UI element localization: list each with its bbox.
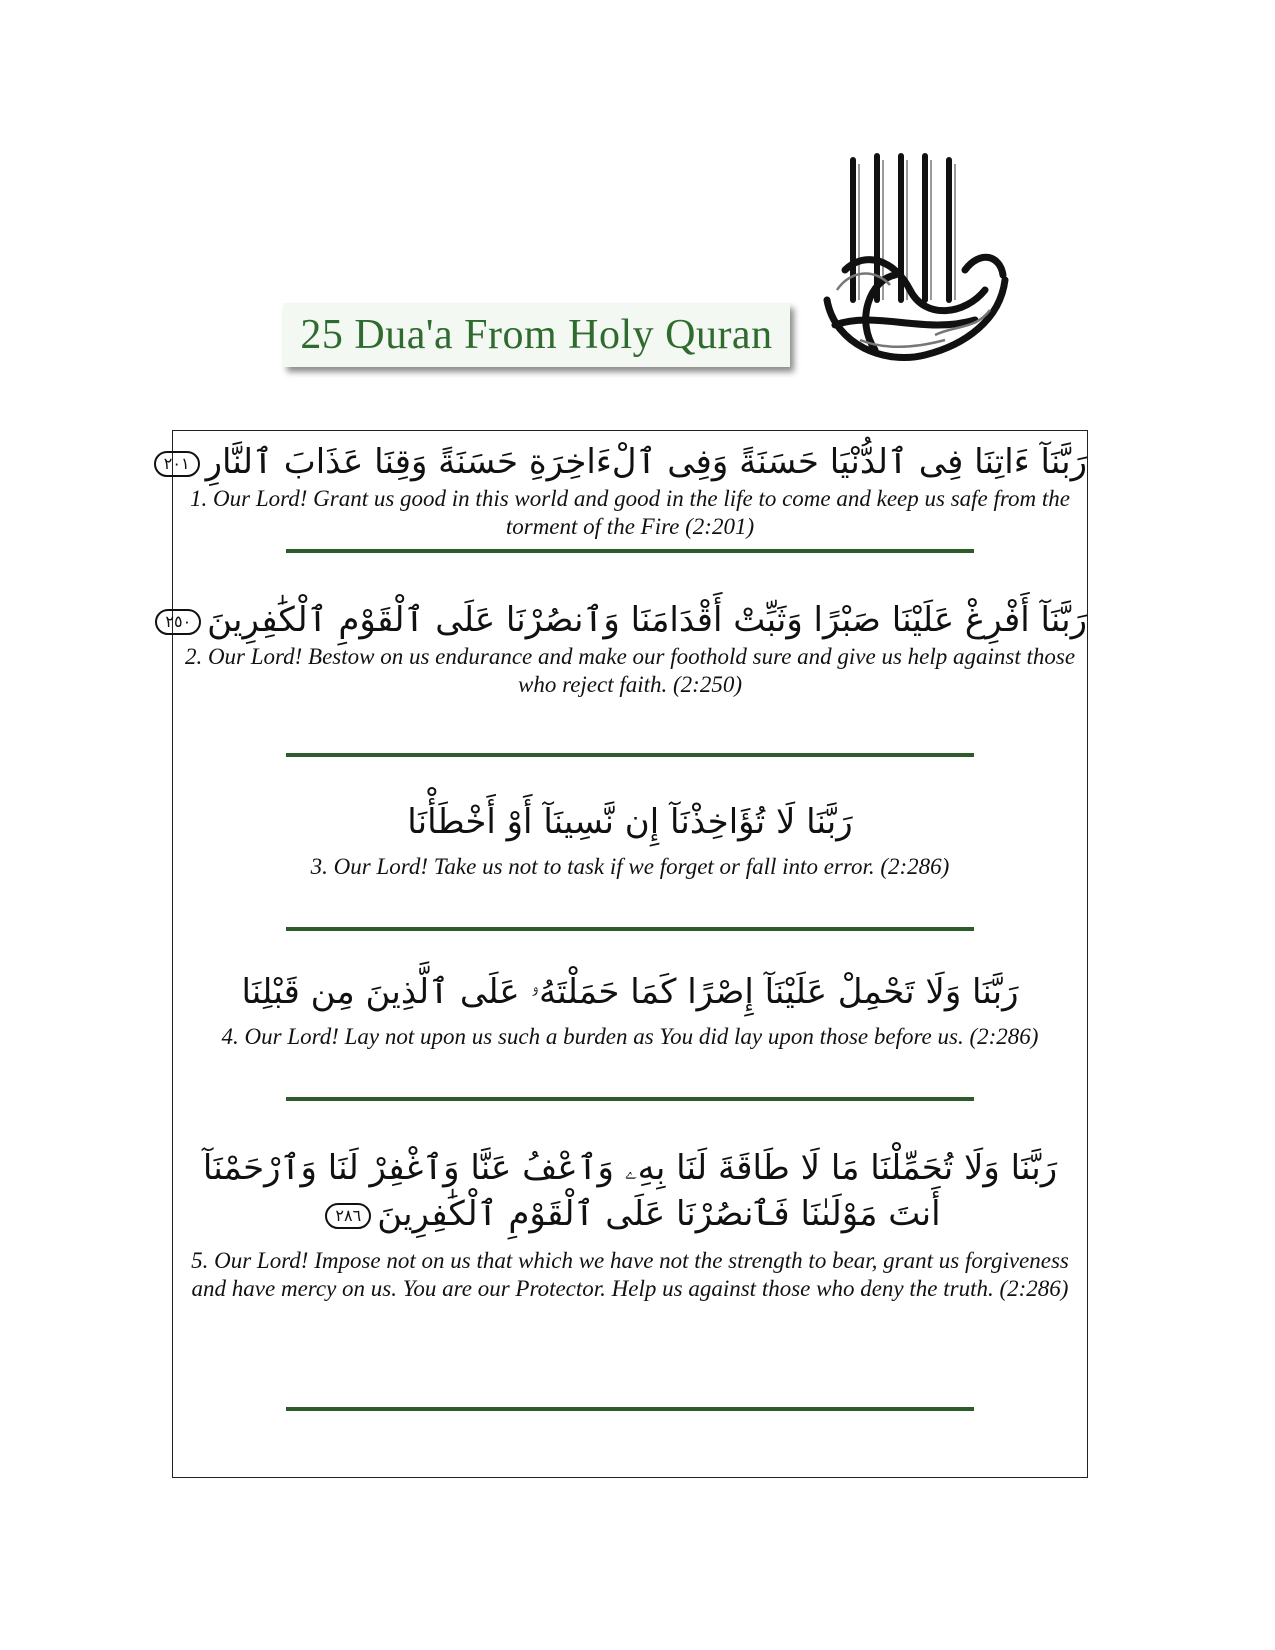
- arabic-verse: رَبَّنَا وَلَا تَحْمِلْ عَلَيْنَآ إِصْرًا كَمَا حَمَلْتَهُۥ عَلَى ٱلَّذِينَ مِن قَبْلِنَا: [241, 972, 1019, 1012]
- translation-text: 1. Our Lord! Grant us good in this world and good in the life to come and keep us safe from the torment of the Fire (2:201): [190, 486, 1070, 539]
- page-header: [0, 0, 1275, 400]
- translation-text: 3. Our Lord! Take us not to task if we forget or fall into error. (2:286): [310, 854, 950, 879]
- arabic-verse: رَبَّنَا وَلَا تُحَمِّلْنَا مَا لَا طَاقَةَ لَنَا بِهِۦ وَٱعْفُ عَنَّا وَٱغْفِرْ لَنَا وَٱرْحَمْنَآ أَنتَ مَوْلَىٰنَا فَٱنصُرْنَا عَلَى ٱلْقَوْمِ ٱلْكَٰفِرِينَ٢٨٦: [202, 1148, 1058, 1234]
- green-divider: [286, 1097, 974, 1101]
- arabic-verse: رَبَّنَآ أَفْرِغْ عَلَيْنَا صَبْرًا وَثَبِّتْ أَقْدَامَنَا وَٱنصُرْنَا عَلَى ٱلْقَوْمِ ٱلْكَٰفِرِينَ٢٥٠: [173, 597, 1087, 643]
- dua-entry-5: [173, 1145, 1087, 1303]
- arabic-verse: رَبَّنَا لَا تُؤَاخِذْنَآ إِن نَّسِينَآ أَوْ أَخْطَأْنَا: [407, 802, 853, 842]
- dua-entry-4: [173, 969, 1087, 1051]
- dua-entry-2: [165, 597, 1087, 699]
- translation-text: 5. Our Lord! Impose not on us that which we have not the strength to bear, grant us forgiveness and have mercy on us. You are our Protector. Help us against those who deny the truth. (2:286): [191, 1248, 1069, 1301]
- green-divider: [286, 927, 974, 931]
- dua-entry-1: [163, 439, 1087, 541]
- green-divider: [286, 549, 974, 553]
- ayah-number-marker: ٢٨٦: [325, 1203, 371, 1229]
- ayah-number-marker: ٢٠١: [154, 451, 200, 477]
- translation-text: 2. Our Lord! Bestow on us endurance and make our foothold sure and give us help against those who reject faith. (2:250): [184, 644, 1076, 697]
- ayah-number-marker: ٢٥٠: [155, 609, 201, 635]
- bismillah-calligraphy-icon: [815, 150, 1015, 380]
- green-divider: [286, 1407, 974, 1411]
- page-title: 25 Dua'a From Holy Quran: [283, 303, 790, 367]
- dua-entry-3: [173, 799, 1087, 881]
- translation-text: 4. Our Lord! Lay not upon us such a burden as You did lay upon those before us. (2:286): [221, 1024, 1039, 1049]
- green-divider: [286, 753, 974, 757]
- dua-list-box: [163, 430, 1088, 1478]
- arabic-verse: رَبَّنَآ ءَاتِنَا فِى ٱلدُّنْيَا حَسَنَةً وَفِى ٱلْءَاخِرَةِ حَسَنَةً وَقِنَا عَذَابَ ٱلنَّارِ٢٠١: [173, 439, 1087, 485]
